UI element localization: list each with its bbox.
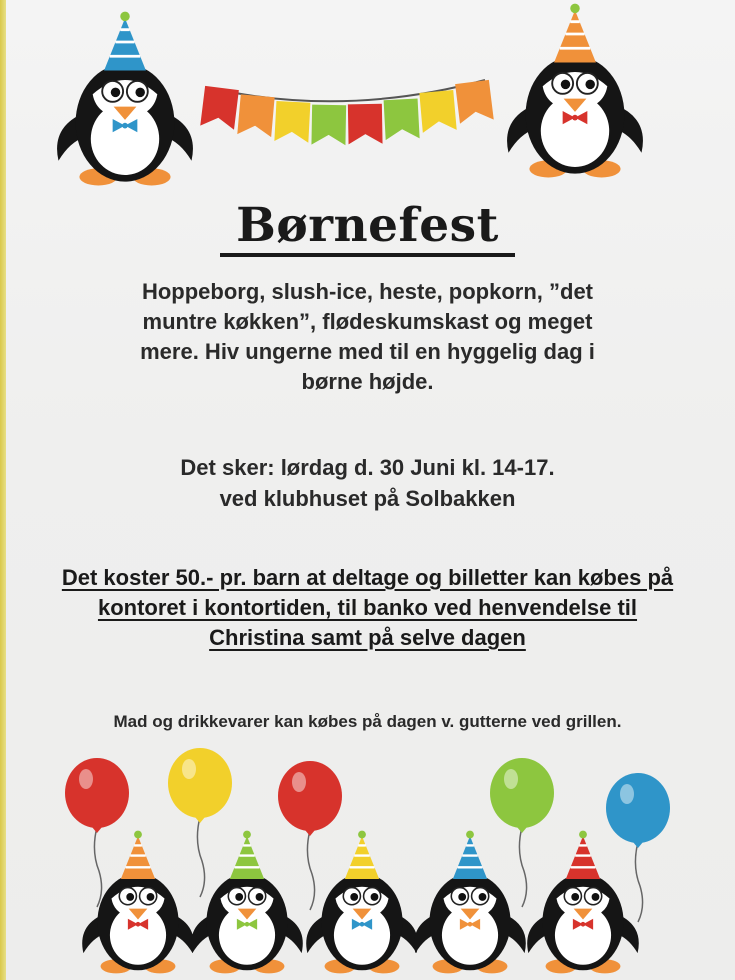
top-left-penguin	[57, 12, 193, 186]
bottom-penguin	[414, 831, 526, 974]
balloon	[490, 758, 554, 907]
bunting-flag	[419, 90, 456, 133]
event-date-line: Det sker: lørdag d. 30 Juni kl. 14-17.	[180, 455, 555, 480]
bunting-flag	[200, 86, 239, 130]
bottom-penguin	[527, 831, 639, 974]
bottom-penguin	[191, 831, 303, 974]
poster-title: Børnefest	[236, 198, 499, 253]
bunting-flag	[311, 105, 346, 146]
bunting-flag	[348, 104, 383, 145]
event-time-block	[0, 452, 735, 514]
event-place-line: ved klubhuset på Solbakken	[219, 486, 516, 511]
bottom-penguin	[306, 831, 418, 974]
food-info-text: Mad og drikkevarer kan købes på dagen v. gutterne ved grillen.	[113, 712, 622, 731]
bunting-flag	[274, 101, 310, 143]
bunting-flag	[455, 80, 494, 124]
bunting-garland	[200, 80, 493, 145]
bunting-flag	[384, 98, 420, 140]
balloon	[168, 748, 232, 897]
price-info-text: Det koster 50.- pr. barn at deltage og billetter kan købes på kontoret i kontortiden, til banko ved henvendelse til Christina samt på selve dagen	[61, 565, 674, 650]
top-right-penguin	[507, 4, 643, 178]
title-underline	[220, 253, 515, 257]
intro-text: Hoppeborg, slush-ice, heste, popkorn, ”det muntre køkken”, flødeskumskast og meget mere. Hiv ungerne med til en hyggelig dag i børne højde.	[140, 279, 595, 394]
balloon	[278, 761, 342, 910]
bunting-flag	[237, 94, 274, 137]
